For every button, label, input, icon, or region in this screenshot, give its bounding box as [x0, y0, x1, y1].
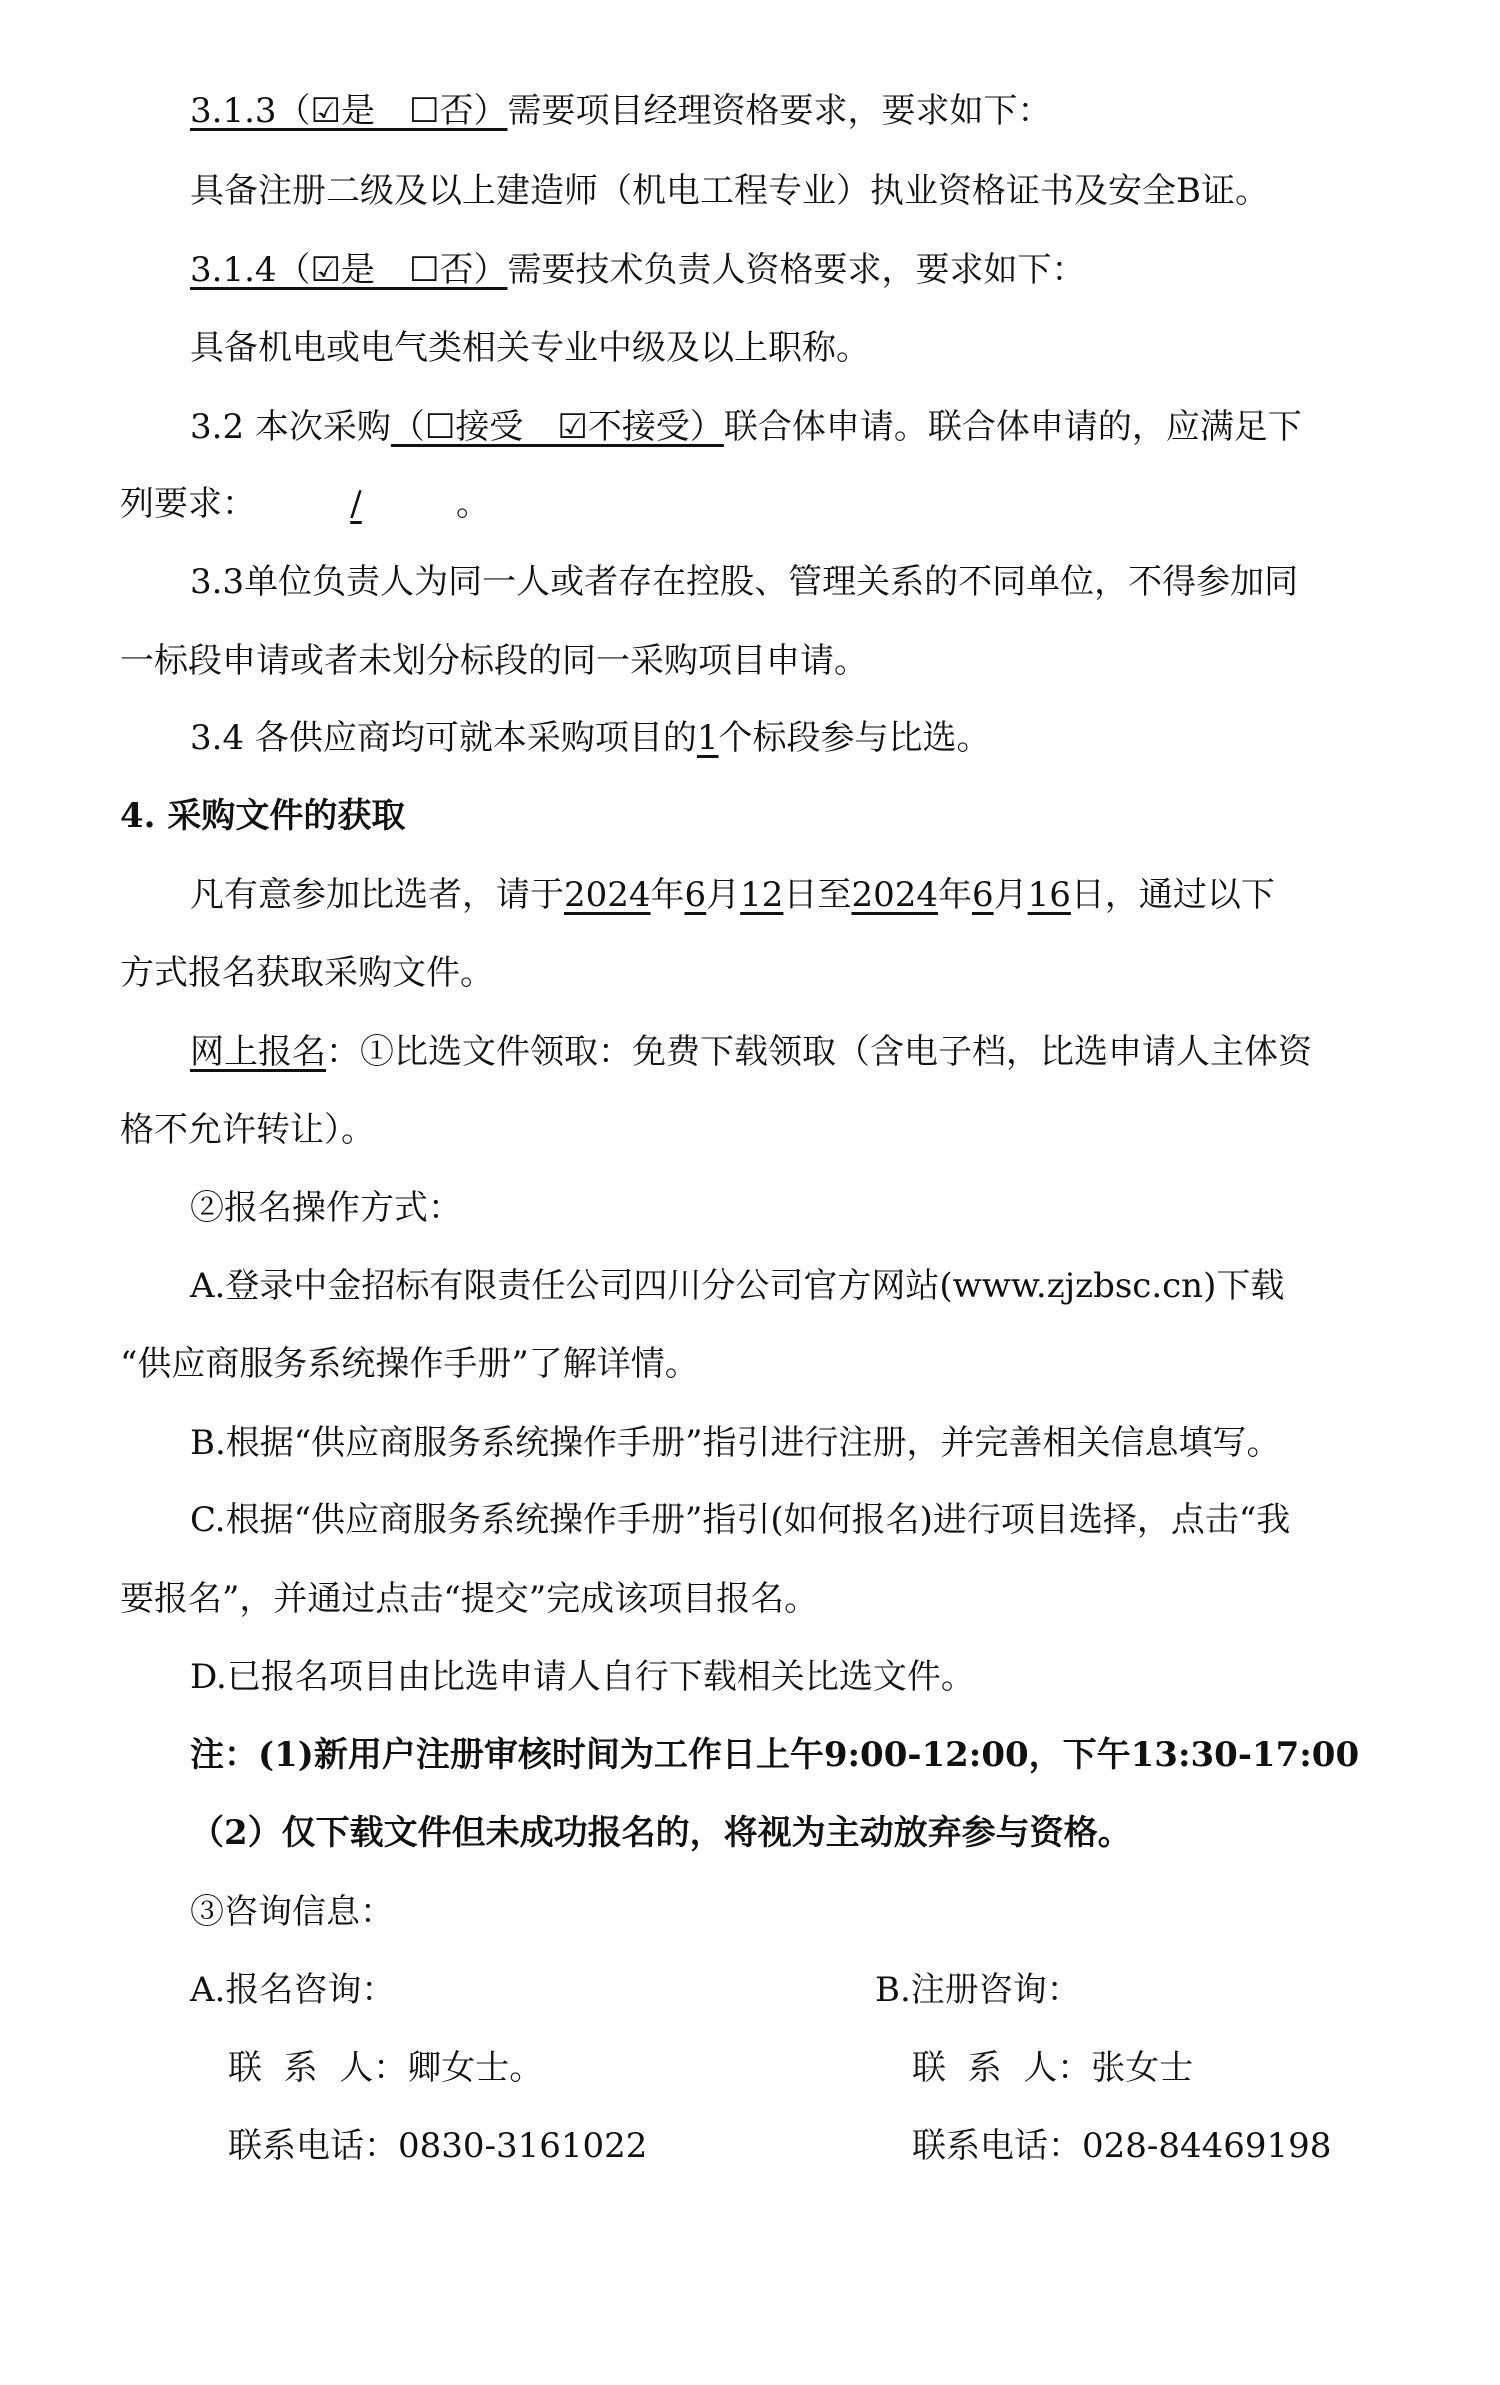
checkbox-choice: （☐接受 ☑不接受） — [390, 407, 724, 447]
consult-a-title: A.报名咨询： — [190, 1970, 396, 2010]
clause-3-3: 3.3单位负责人为同一人或者存在控股、管理关系的不同单位，不得参加同 — [190, 562, 1299, 602]
checkbox-choice: （☑是 ☐否） — [276, 250, 508, 290]
note-1: 注：(1)新用户注册审核时间为工作日上午9:00-12:00，下午13:30-17:00 — [190, 1735, 1360, 1775]
registration-period-line2: 方式报名获取采购文件。 — [120, 953, 494, 993]
start-year: 2024 — [564, 875, 651, 915]
clause-text: 需要项目经理资格要求，要求如下： — [507, 91, 1052, 131]
step-a-line2: “供应商服务系统操作手册”了解详情。 — [120, 1344, 699, 1384]
clause-3-2 — [190, 404, 1440, 450]
step-a: A.登录中金招标有限责任公司四川分公司官方网站(www.zjzbsc.cn)下载 — [190, 1266, 1285, 1306]
step-c-line2: 要报名”，并通过点击“提交”完成该项目报名。 — [120, 1579, 819, 1619]
end-day: 16 — [1027, 875, 1071, 915]
consult-b-phone: 联系电话：028-84469198 — [912, 2126, 1332, 2166]
consult-b-contact: 联 系 人：张女士 — [912, 2048, 1194, 2088]
consult-b-title: B.注册咨询： — [875, 1970, 1081, 2010]
online-registration: 网上报名：①比选文件领取：免费下载领取（含电子档，比选申请人主体资 — [190, 1032, 1312, 1072]
clause-3-1-3-detail: 具备注册二级及以上建造师（机电工程专业）执业资格证书及安全B证。 — [190, 171, 1269, 211]
section-count: 1 — [696, 718, 719, 758]
section-heading: 4. 采购文件的获取 — [120, 796, 406, 836]
clause-number: 3.1.3（☑是 ☐否） — [190, 91, 508, 131]
end-month: 6 — [971, 875, 994, 915]
note-2: （2）仅下载文件但未成功报名的，将视为主动放弃参与资格。 — [190, 1813, 1132, 1853]
clause-number: 3.1.4（☑是 ☐否） — [190, 250, 508, 290]
clause-3-1-4-detail: 具备机电或电气类相关专业中级及以上职称。 — [190, 328, 870, 368]
step-d: D.已报名项目由比选申请人自行下载相关比选文件。 — [190, 1657, 975, 1697]
operation-heading: ②报名操作方式： — [190, 1188, 462, 1228]
consult-a-contact: 联 系 人：卿女士。 — [228, 2048, 544, 2088]
online-registration-line2: 格不允许转让）。 — [120, 1110, 375, 1150]
step-c: C.根据“供应商服务系统操作手册”指引(如何报名)进行项目选择，点击“我 — [190, 1500, 1291, 1540]
start-day: 12 — [740, 875, 784, 915]
registration-period: 凡有意参加比选者，请于2024年6月12日至2024年6月16日，通过以下 — [190, 875, 1275, 915]
consult-heading: ③咨询信息： — [190, 1892, 394, 1932]
clause-text: 需要技术负责人资格要求，要求如下： — [507, 250, 1086, 290]
clause-text: 列要求： — [120, 484, 256, 524]
step-b: B.根据“供应商服务系统操作手册”指引进行注册，并完善相关信息填写。 — [190, 1423, 1281, 1463]
checkbox-choice: （☑是 ☐否） — [276, 91, 508, 131]
end-year: 2024 — [851, 875, 938, 915]
clause-3-2-line2: 列要求： / 。 — [120, 481, 1370, 527]
online-label: 网上报名 — [190, 1032, 326, 1072]
blank-field: / — [350, 484, 362, 524]
consult-a-phone: 联系电话：0830-3161022 — [228, 2126, 648, 2166]
clause-3-4: 3.4 各供应商均可就本采购项目的1个标段参与比选。 — [190, 718, 991, 758]
start-month: 6 — [684, 875, 707, 915]
clause-text: 3.2 本次采购 — [190, 407, 391, 447]
clause-3-1-4 — [190, 247, 1440, 293]
clause-text: 联合体申请。联合体申请的，应满足下 — [723, 407, 1302, 447]
clause-3-3-line2: 一标段申请或者未划分标段的同一采购项目申请。 — [120, 641, 868, 681]
clause-3-1-3 — [190, 88, 1440, 134]
